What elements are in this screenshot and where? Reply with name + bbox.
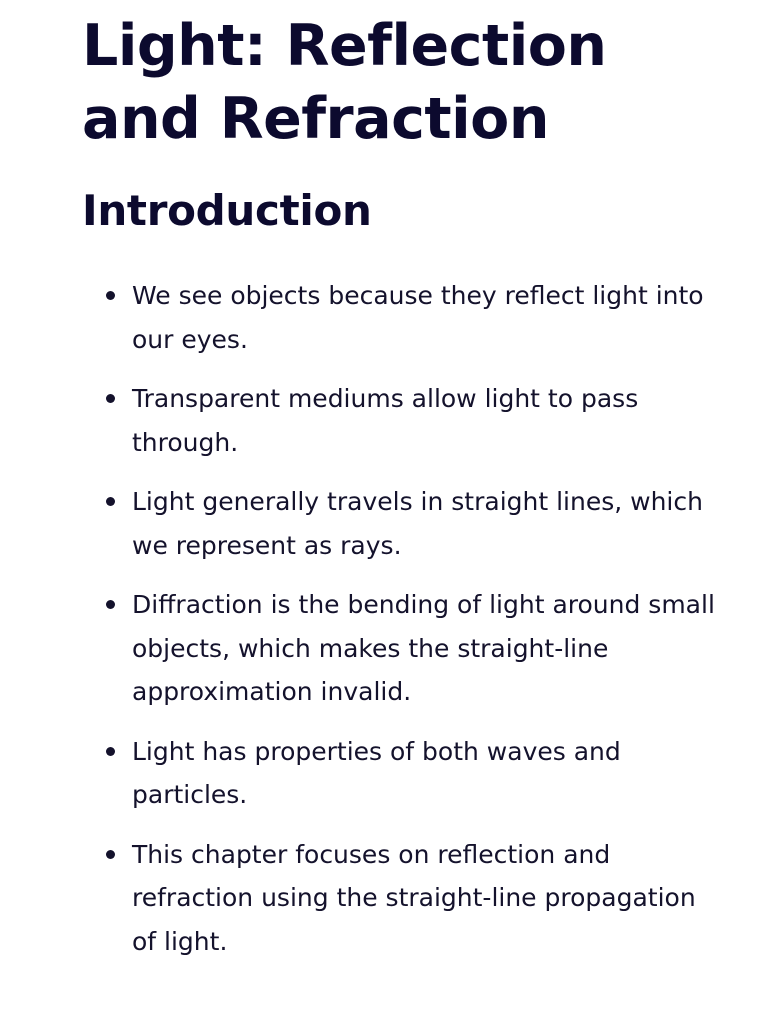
bullet-icon xyxy=(106,747,115,756)
bullet-text: This chapter focuses on reflection and refraction using the straight-line propagation of light. xyxy=(132,839,696,956)
bullet-item xyxy=(132,583,722,714)
bullet-item xyxy=(132,480,722,567)
bullet-text: Diffraction is the bending of light around small objects, which makes the straight-line approximation invalid. xyxy=(132,590,715,706)
bullet-text: Transparent mediums allow light to pass through. xyxy=(132,384,639,457)
bullet-icon xyxy=(106,291,115,300)
bullet-icon xyxy=(106,850,115,859)
bullet-icon xyxy=(106,394,115,403)
bullet-item xyxy=(132,730,722,817)
bullet-icon xyxy=(106,600,115,609)
bullet-text: Light generally travels in straight lines, which we represent as rays. xyxy=(132,487,703,560)
bullet-text: We see objects because they reflect light into our eyes. xyxy=(132,281,704,354)
bullet-icon xyxy=(106,497,115,506)
bullet-item xyxy=(132,274,722,361)
bullet-item xyxy=(132,833,722,964)
bullet-list xyxy=(82,274,722,963)
section-heading: Introduction xyxy=(82,186,372,235)
document-page xyxy=(82,10,722,979)
bullet-text: Light has properties of both waves and particles. xyxy=(132,736,621,809)
page-title: Light: Reflection and Refraction xyxy=(82,13,607,152)
bullet-item xyxy=(132,377,722,464)
